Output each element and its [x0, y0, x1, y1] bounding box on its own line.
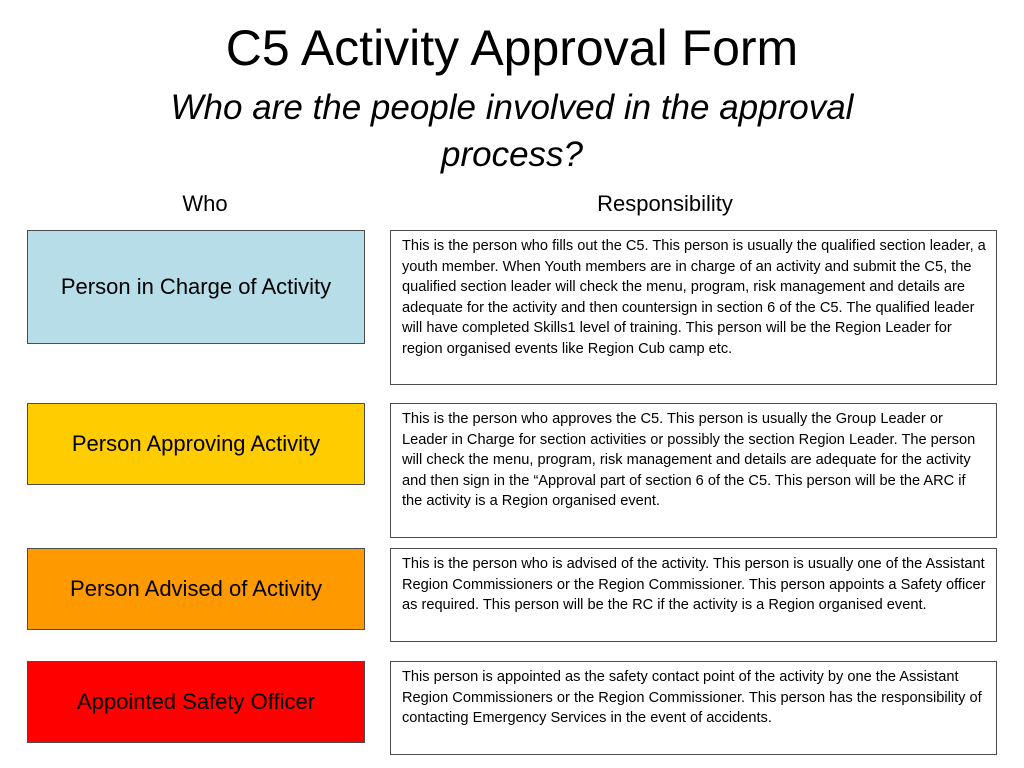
role-box-safety-officer: Appointed Safety Officer [27, 661, 365, 743]
role-box-person-in-charge: Person in Charge of Activity [27, 230, 365, 344]
responsibility-box-person-advised: This is the person who is advised of the activity. This person is usually one of the Assistant Region Commissioners or the Region Commissioner. This person appoints a Safety officer as required. This person will be the RC if the activity is a Region organised event. [390, 548, 997, 642]
who-column-header: Who [182, 191, 228, 216]
responsibility-box-safety-officer: This person is appointed as the safety contact point of the activity by one the Assistant Region Commissioners or the Region Commissioner. This person has the responsibility of contacting Emergency Services in the event of accidents. [390, 661, 997, 755]
role-box-person-advised: Person Advised of Activity [27, 548, 365, 630]
role-box-person-approving: Person Approving Activity [27, 403, 365, 485]
responsibility-box-person-approving: This is the person who approves the C5. This person is usually the Group Leader or Leader in Charge for section activities or possibly the section Region Leader. The person will check the menu, program, risk management and details are adequate for the activity and then sign in the “Approval part of section 6 of the C5. This person will be the ARC if the activity is a Region organised event. [390, 403, 997, 538]
page-title: C5 Activity Approval Form [225, 20, 799, 76]
responsibility-box-person-in-charge: This is the person who fills out the C5. This person is usually the qualified section leader, a youth member. When Youth members are in charge of an activity and submit the C5, the qualified section leader will check the menu, program, risk management and details are adequate for the activity and then countersign in section 6 of the C5. The qualified leader will have completed Skills1 level of training. This person will be the Region Leader for region organised events like Region Cub camp etc. [390, 230, 997, 385]
responsibility-column-header: Responsibility [597, 191, 733, 216]
page-subtitle: Who are the people involved in the approval process? [170, 88, 854, 174]
